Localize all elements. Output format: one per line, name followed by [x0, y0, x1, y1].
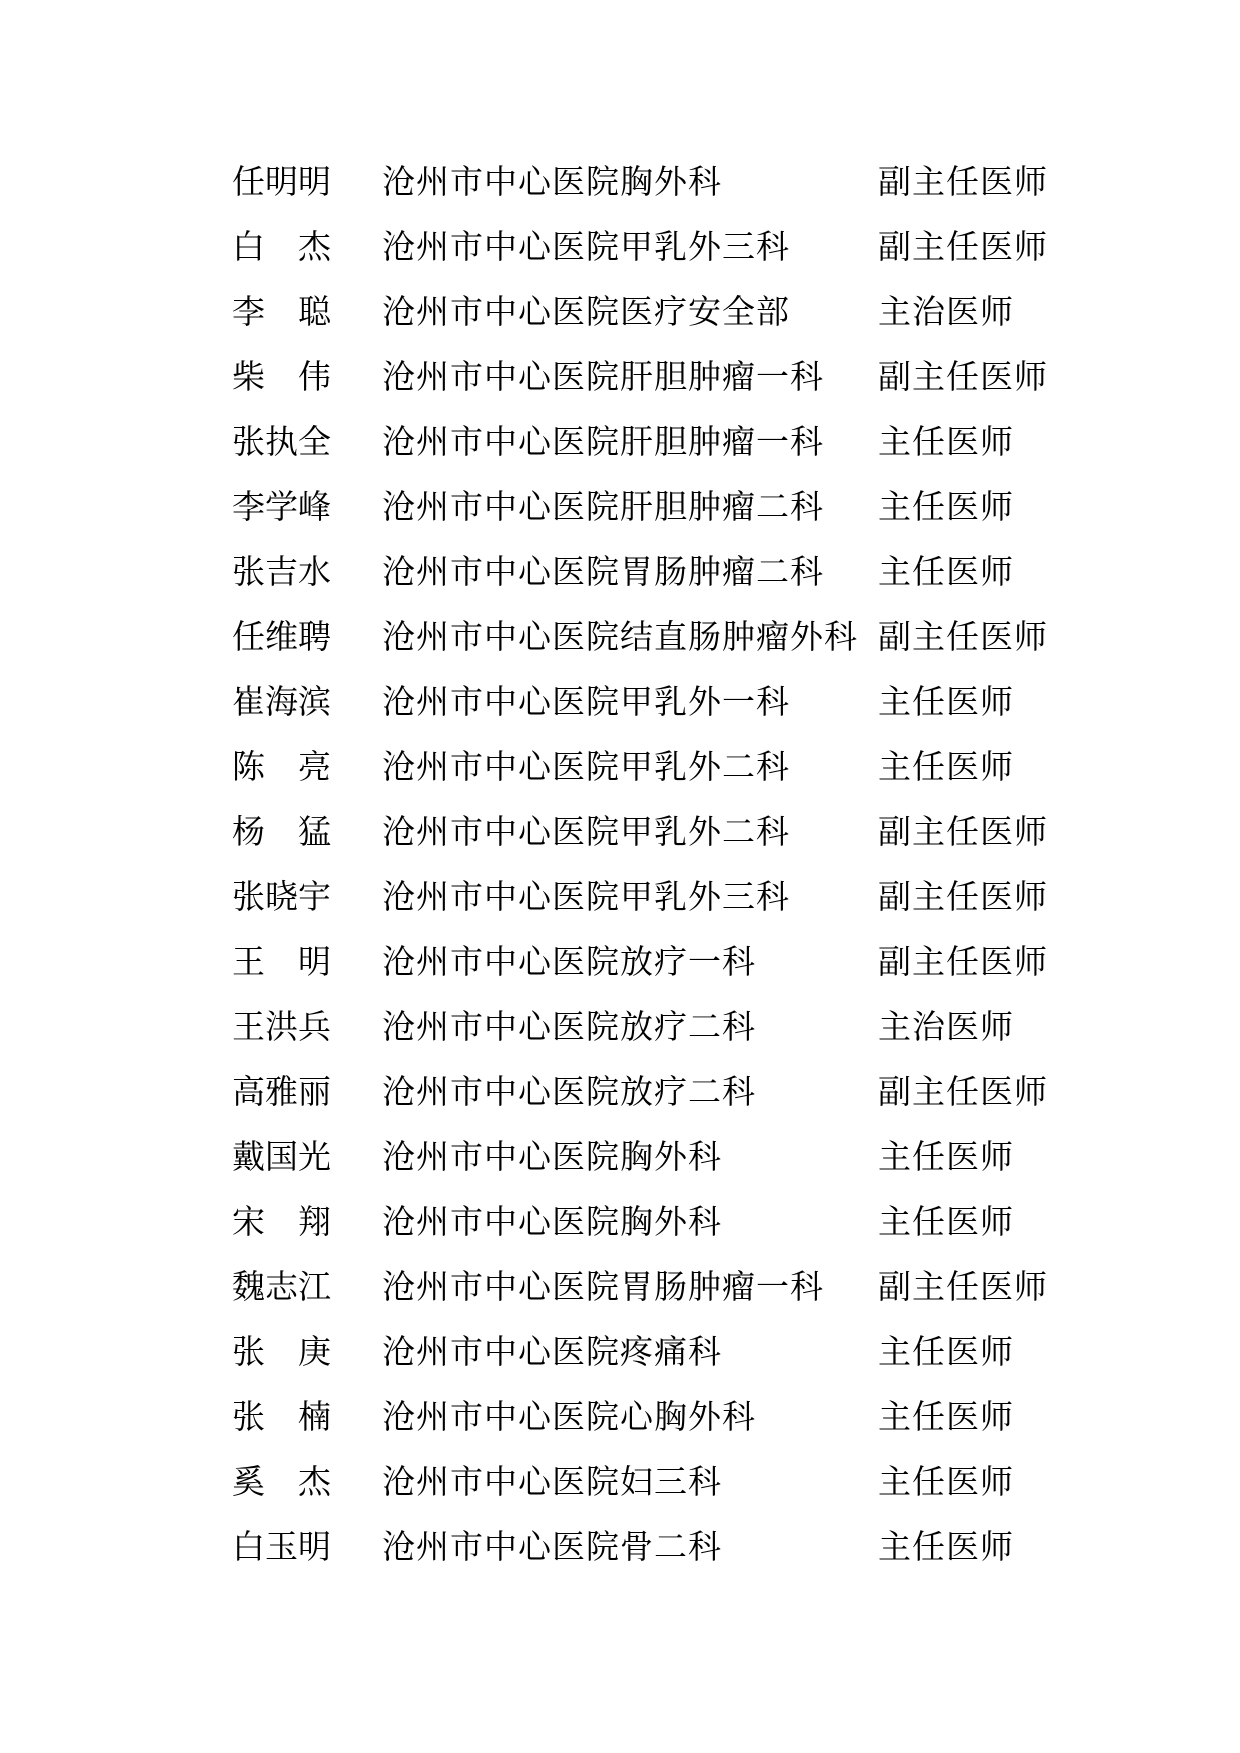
doctor-title: 主任医师	[878, 1202, 1014, 1241]
doctor-title: 副主任医师	[878, 617, 1048, 656]
doctor-name: 张晓宇	[232, 877, 331, 916]
roster-row	[232, 1059, 1132, 1124]
doctor-roster	[232, 149, 1132, 1579]
doctor-name: 崔海滨	[232, 682, 331, 721]
doctor-name: 张执全	[232, 422, 331, 461]
roster-row	[232, 604, 1132, 669]
doctor-title: 主治医师	[878, 1007, 1014, 1046]
doctor-name: 李 聪	[232, 292, 331, 331]
doctor-name: 王洪兵	[232, 1007, 331, 1046]
doctor-department: 沧州市中心医院胃肠肿瘤一科	[382, 1267, 824, 1306]
doctor-department: 沧州市中心医院医疗安全部	[382, 292, 790, 331]
doctor-name: 张吉水	[232, 552, 331, 591]
doctor-department: 沧州市中心医院放疗二科	[382, 1072, 756, 1111]
doctor-department: 沧州市中心医院甲乳外二科	[382, 747, 790, 786]
doctor-department: 沧州市中心医院骨二科	[382, 1527, 722, 1566]
roster-row	[232, 344, 1132, 409]
doctor-title: 主任医师	[878, 422, 1014, 461]
roster-row	[232, 214, 1132, 279]
doctor-title: 副主任医师	[878, 877, 1048, 916]
doctor-department: 沧州市中心医院放疗一科	[382, 942, 756, 981]
doctor-title: 主任医师	[878, 682, 1014, 721]
doctor-name: 张 庚	[232, 1332, 331, 1371]
doctor-title: 主任医师	[878, 552, 1014, 591]
roster-row	[232, 1254, 1132, 1319]
doctor-title: 主任医师	[878, 1527, 1014, 1566]
doctor-name: 白玉明	[232, 1527, 331, 1566]
roster-row	[232, 734, 1132, 799]
doctor-department: 沧州市中心医院结直肠肿瘤外科	[382, 617, 858, 656]
doctor-department: 沧州市中心医院胸外科	[382, 162, 722, 201]
doctor-department: 沧州市中心医院胸外科	[382, 1202, 722, 1241]
roster-row	[232, 1384, 1132, 1449]
doctor-title: 主任医师	[878, 487, 1014, 526]
doctor-name: 高雅丽	[232, 1072, 331, 1111]
doctor-department: 沧州市中心医院疼痛科	[382, 1332, 722, 1371]
roster-row	[232, 474, 1132, 539]
doctor-name: 戴国光	[232, 1137, 331, 1176]
doctor-name: 李学峰	[232, 487, 331, 526]
doctor-name: 柴 伟	[232, 357, 331, 396]
doctor-department: 沧州市中心医院肝胆肿瘤一科	[382, 422, 824, 461]
doctor-name: 任维聘	[232, 617, 331, 656]
doctor-name: 杨 猛	[232, 812, 331, 851]
roster-row	[232, 539, 1132, 604]
doctor-name: 魏志江	[232, 1267, 331, 1306]
doctor-title: 副主任医师	[878, 227, 1048, 266]
roster-row	[232, 1514, 1132, 1579]
roster-row	[232, 1189, 1132, 1254]
roster-row	[232, 1124, 1132, 1189]
doctor-title: 副主任医师	[878, 812, 1048, 851]
roster-row	[232, 799, 1132, 864]
doctor-title: 主任医师	[878, 1462, 1014, 1501]
doctor-department: 沧州市中心医院甲乳外三科	[382, 877, 790, 916]
doctor-name: 任明明	[232, 162, 331, 201]
doctor-title: 主任医师	[878, 1137, 1014, 1176]
doctor-title: 副主任医师	[878, 942, 1048, 981]
doctor-department: 沧州市中心医院胃肠肿瘤二科	[382, 552, 824, 591]
roster-row	[232, 1449, 1132, 1514]
doctor-title: 副主任医师	[878, 1267, 1048, 1306]
doctor-department: 沧州市中心医院肝胆肿瘤二科	[382, 487, 824, 526]
doctor-title: 副主任医师	[878, 162, 1048, 201]
doctor-department: 沧州市中心医院妇三科	[382, 1462, 722, 1501]
roster-row	[232, 929, 1132, 994]
doctor-title: 副主任医师	[878, 357, 1048, 396]
roster-row	[232, 864, 1132, 929]
roster-row	[232, 409, 1132, 474]
doctor-department: 沧州市中心医院心胸外科	[382, 1397, 756, 1436]
doctor-department: 沧州市中心医院甲乳外一科	[382, 682, 790, 721]
doctor-department: 沧州市中心医院放疗二科	[382, 1007, 756, 1046]
doctor-title: 主治医师	[878, 292, 1014, 331]
doctor-title: 主任医师	[878, 747, 1014, 786]
doctor-department: 沧州市中心医院肝胆肿瘤一科	[382, 357, 824, 396]
roster-row	[232, 994, 1132, 1059]
doctor-name: 王 明	[232, 942, 331, 981]
doctor-department: 沧州市中心医院甲乳外二科	[382, 812, 790, 851]
doctor-title: 主任医师	[878, 1397, 1014, 1436]
doctor-name: 宋 翔	[232, 1202, 331, 1241]
roster-row	[232, 149, 1132, 214]
doctor-name: 陈 亮	[232, 747, 331, 786]
doctor-department: 沧州市中心医院胸外科	[382, 1137, 722, 1176]
doctor-name: 奚 杰	[232, 1462, 331, 1501]
roster-row	[232, 279, 1132, 344]
roster-row	[232, 1319, 1132, 1384]
doctor-name: 白 杰	[232, 227, 331, 266]
roster-row	[232, 669, 1132, 734]
doctor-name: 张 楠	[232, 1397, 331, 1436]
doctor-department: 沧州市中心医院甲乳外三科	[382, 227, 790, 266]
doctor-title: 副主任医师	[878, 1072, 1048, 1111]
doctor-title: 主任医师	[878, 1332, 1014, 1371]
